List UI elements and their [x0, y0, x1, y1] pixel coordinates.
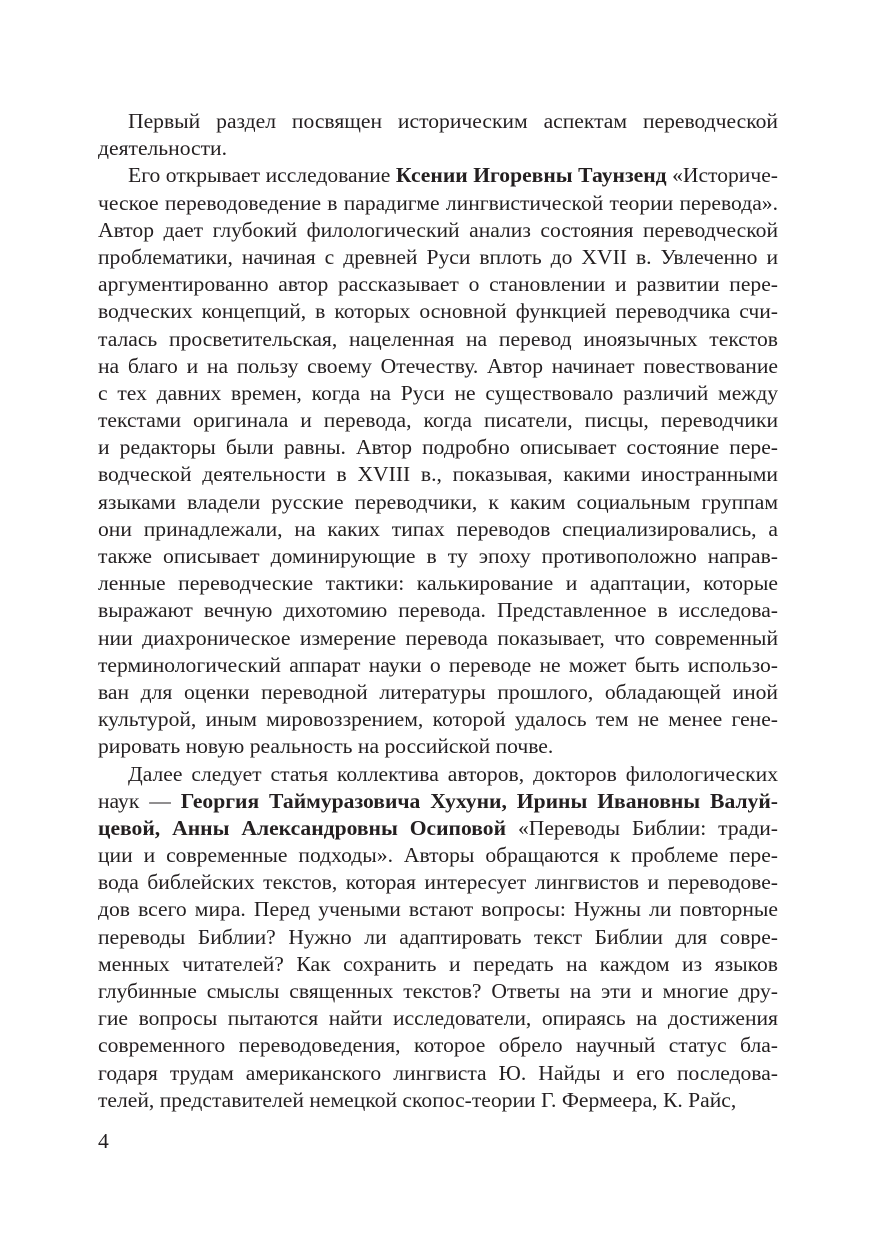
text-line: [98, 380, 778, 407]
text-run: с тех давних времен, когда на Руси не существовало различий между: [98, 380, 778, 405]
author-name: цевой, Анны Александровны Осиповой: [98, 815, 507, 840]
text-line: [98, 733, 778, 760]
text-run: водческих концепций, в которых основной функцией переводчика счи-: [98, 299, 778, 324]
text-line: [98, 896, 778, 923]
text-line: [98, 815, 778, 842]
text-line: [98, 1060, 778, 1087]
paragraph: [98, 162, 778, 760]
text-line: [98, 353, 778, 380]
text-run: языками владели русские переводчики, к каким социальным группам: [98, 489, 778, 514]
text-run: переводы Библии? Нужно ли адаптировать текст Библии для совре-: [98, 924, 778, 949]
text-line: [98, 1087, 778, 1114]
text-run: выражают вечную дихотомию перевода. Представленное в исследова-: [98, 598, 778, 623]
text-run: водческой деятельности в XVIII в., показывая, какими иностранными: [98, 462, 778, 487]
text-line: [98, 679, 778, 706]
paragraph: [98, 761, 778, 1114]
text-line: [98, 652, 778, 679]
text-run: ван для оценки переводной литературы прошлого, обладающей иной: [98, 679, 778, 704]
text-run: Автор дает глубокий филологический анализ состояния переводческой: [98, 217, 778, 242]
text-run: ческое переводоведение в парадигме лингвистической теории перевода».: [98, 190, 778, 215]
text-run: глубинные смыслы священных текстов? Ответы на эти и многие дру-: [98, 979, 778, 1003]
text-run: «Переводы Библии: тради-: [506, 815, 778, 840]
author-name: Георгия Таймуразовича Хухуни, Ирины Ивановны Валуй-: [180, 788, 778, 813]
page-number: 4: [98, 1129, 109, 1153]
text-line: [98, 570, 778, 597]
text-line: [98, 135, 778, 162]
text-run: терминологический аппарат науки о переводе не может быть использо-: [98, 652, 778, 677]
text-line: [98, 788, 778, 815]
text-line: [98, 298, 778, 325]
text-run: ленные переводческие тактики: калькирование и адаптации, которые: [98, 571, 778, 596]
text-run: Далее следует статья коллектива авторов, докторов филологических: [128, 761, 778, 786]
author-name: Ксении Игоревны Таунзенд: [395, 163, 667, 188]
text-line: [98, 978, 778, 1005]
text-line: [98, 951, 778, 978]
text-run: современного переводоведения, которое обрело научный статус бла-: [98, 1033, 778, 1058]
text-line: [98, 190, 778, 217]
text-run: гие вопросы пытаются найти исследователи, опираясь на достижения: [98, 1006, 778, 1031]
text-line: [98, 543, 778, 570]
text-line: [98, 271, 778, 298]
text-run: талась просветительская, нацеленная на перевод иноязычных текстов: [98, 326, 778, 351]
text-line: [98, 244, 778, 271]
text-line: [98, 706, 778, 733]
text-run: ции и современные подходы». Авторы обращаются к проблеме пере-: [98, 843, 778, 868]
text-line: [98, 217, 778, 244]
text-line: [98, 326, 778, 353]
text-line: [98, 1032, 778, 1059]
text-run: аргументированно автор рассказывает о становлении и развитии пере-: [98, 272, 778, 297]
text-run: телей, представителей немецкой скопос-теории Г. Фермеера, К. Райс,: [98, 1087, 737, 1112]
page-body: [98, 108, 778, 1114]
text-run: они принадлежали, на каких типах переводов специализировались, а: [98, 516, 778, 541]
text-run: культурой, иным мировоззрением, которой удалось тем не менее гене-: [98, 707, 778, 732]
text-run: на благо и на пользу своему Отечеству. Автор начинает повествование: [98, 353, 778, 378]
text-line: [98, 489, 778, 516]
text-run: Его открывает исследование: [128, 163, 396, 188]
text-run: проблематики, начиная с древней Руси вплоть до XVII в. Увлеченно и: [98, 244, 778, 269]
text-line: [98, 842, 778, 869]
text-run: менных читателей? Как сохранить и передать на каждом из языков: [98, 951, 778, 976]
text-run: вода библейских текстов, которая интересует лингвистов и переводове-: [98, 870, 778, 895]
text-run: наук —: [98, 788, 181, 813]
text-run: Первый раздел посвящен историческим аспектам переводческой: [128, 109, 778, 133]
text-line: [98, 108, 778, 135]
text-line: [98, 625, 778, 652]
text-line: [98, 407, 778, 434]
text-run: текстами оригинала и перевода, когда писатели, писцы, переводчики: [98, 408, 778, 433]
text-line: [98, 761, 778, 788]
text-line: [98, 516, 778, 543]
text-line: [98, 1005, 778, 1032]
text-line: [98, 434, 778, 461]
text-line: [98, 461, 778, 488]
text-run: годаря трудам американского лингвиста Ю. Найды и его последова-: [98, 1060, 778, 1085]
text-run: также описывает доминирующие в ту эпоху противоположно направ-: [98, 544, 778, 568]
text-run: рировать новую реальность на российской почве.: [98, 734, 554, 759]
paragraph: [98, 108, 778, 162]
text-run: дов всего мира. Перед учеными встают вопросы: Нужны ли повторные: [98, 897, 778, 922]
text-run: и редакторы были равны. Автор подробно описывает состояние пере-: [98, 435, 778, 460]
text-line: [98, 597, 778, 624]
text-run: «Историче-: [666, 163, 778, 188]
text-run: деятельности.: [98, 136, 228, 161]
text-line: [98, 869, 778, 896]
text-line: [98, 162, 778, 189]
text-line: [98, 924, 778, 951]
text-run: нии диахроническое измерение перевода показывает, что современный: [98, 625, 778, 650]
